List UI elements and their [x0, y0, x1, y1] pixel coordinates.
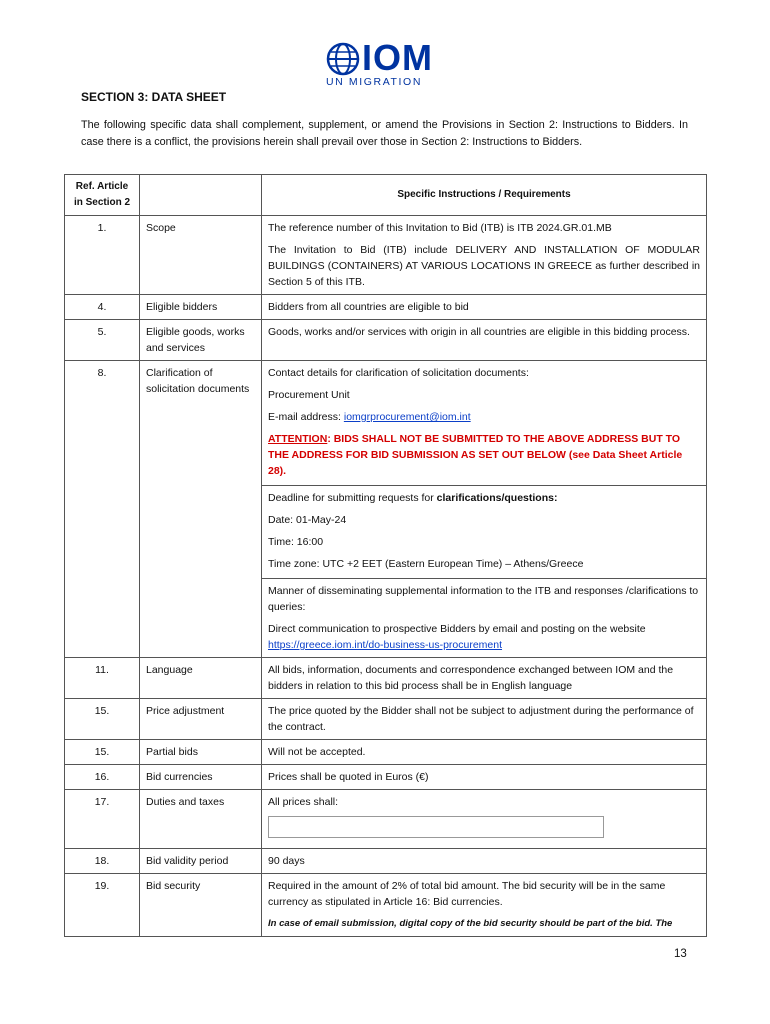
- table-row: [65, 874, 707, 937]
- attention-notice: [268, 431, 700, 479]
- unit-text: Procurement Unit: [268, 389, 350, 401]
- row-instructions: Prices shall be quoted in Euros (€): [262, 765, 707, 790]
- row-ref: 8.: [65, 361, 140, 658]
- table-row: [65, 765, 707, 790]
- row-instructions: The price quoted by the Bidder shall not be subject to adjustment during the performance of the contract.: [262, 699, 707, 740]
- row-item: Eligible goods, works and services: [140, 320, 262, 361]
- time-text: Time: 16:00: [268, 536, 324, 548]
- section-title: SECTION 3: DATA SHEET: [81, 90, 227, 104]
- logo-text: IOM: [362, 37, 433, 78]
- logo-subtext: UN MIGRATION: [326, 76, 423, 88]
- row-item: Eligible bidders: [140, 295, 262, 320]
- intro-paragraph: The following specific data shall complement, supplement, or amend the Provisions in Section 2: Instructions to Bidders. In case there is a conflict, the provisions herein shall prevail over those in Section 2: Instructions to Bidders.: [81, 119, 688, 148]
- email-line: [268, 409, 700, 425]
- row-instructions: [262, 216, 707, 295]
- instruction-text: The reference number of this Invitation to Bid (ITB) is ITB 2024.GR.01.MB: [268, 222, 612, 234]
- row-ref: 17.: [65, 790, 140, 849]
- data-sheet-table: [64, 174, 707, 937]
- iom-logo: [326, 37, 446, 88]
- table-row: [65, 658, 707, 699]
- page-number: 13: [674, 948, 687, 960]
- row-instructions: Bidders from all countries are eligible to bid: [262, 295, 707, 320]
- deadline-block: [262, 485, 706, 572]
- row-ref: 11.: [65, 658, 140, 699]
- table-row: [65, 295, 707, 320]
- direct-label: Direct communication to prospective Bidders by email and posting on the website: [268, 623, 646, 635]
- row-item: Language: [140, 658, 262, 699]
- instruction-text: All prices shall:: [268, 796, 339, 808]
- row-item: Scope: [140, 216, 262, 295]
- deadline-line: [268, 490, 700, 506]
- header-item: [140, 175, 262, 216]
- row-item: Bid validity period: [140, 849, 262, 874]
- website-link[interactable]: https://greece.iom.int/do-business-us-procurement: [268, 639, 503, 651]
- row-ref: 4.: [65, 295, 140, 320]
- instruction-text: Required in the amount of 2% of total bid amount. The bid security will be in the same currency as stipulated in Article 16: Bid currencies.: [268, 880, 666, 908]
- table-row: [65, 740, 707, 765]
- row-item: Duties and taxes: [140, 790, 262, 849]
- header-ref: Ref. Article in Section 2: [65, 175, 140, 216]
- instruction-italic-text: In case of email submission, digital copy of the bid security should be part of the bid. The: [268, 918, 673, 929]
- row-item: Bid currencies: [140, 765, 262, 790]
- row-ref: 15.: [65, 740, 140, 765]
- direct-text: [268, 621, 700, 653]
- deadline-bold: clarifications/questions:: [436, 492, 558, 504]
- row-item: Bid security: [140, 874, 262, 937]
- row-ref: 1.: [65, 216, 140, 295]
- row-ref: 19.: [65, 874, 140, 937]
- table-row: [65, 216, 707, 295]
- row-ref: 5.: [65, 320, 140, 361]
- table-header-row: [65, 175, 707, 216]
- contact-text: Contact details for clarification of solicitation documents:: [268, 367, 529, 379]
- row-instructions: [262, 874, 707, 937]
- attention-word: ATTENTION: [268, 433, 328, 445]
- un-globe-icon: [326, 42, 360, 76]
- row-item: Partial bids: [140, 740, 262, 765]
- table-row: [65, 699, 707, 740]
- row-ref: 18.: [65, 849, 140, 874]
- email-link[interactable]: iomgrprocurement@iom.int: [343, 411, 471, 423]
- row-ref: 15.: [65, 699, 140, 740]
- deadline-label: Deadline for submitting requests for: [268, 492, 437, 504]
- attention-text: : BIDS SHALL NOT BE SUBMITTED TO THE ABOVE ADDRESS BUT TO THE ADDRESS FOR BID SUBMISSION AS SET OUT BELOW (see Data Sheet Article 28).: [268, 433, 683, 477]
- table-row: [65, 790, 707, 849]
- row-instructions: 90 days: [262, 849, 707, 874]
- timezone-text: Time zone: UTC +2 EET (Eastern European Time) – Athens/Greece: [268, 558, 584, 570]
- dissemination-block: [262, 578, 706, 653]
- row-instructions: [262, 790, 707, 849]
- prices-input-box[interactable]: [268, 816, 604, 838]
- table-row: [65, 361, 707, 658]
- instruction-text: The Invitation to Bid (ITB) include DELIVERY AND INSTALLATION OF MODULAR BUILDINGS (CONTAINERS) AT VARIOUS LOCATIONS IN GREECE as further described in Section 5 of this ITB.: [268, 244, 700, 288]
- email-label: E-mail address:: [268, 411, 344, 423]
- header-instructions: Specific Instructions / Requirements: [262, 175, 707, 216]
- table-row: [65, 849, 707, 874]
- row-instructions: Goods, works and/or services with origin in all countries are eligible in this bidding process.: [262, 320, 707, 361]
- manner-text: Manner of disseminating supplemental information to the ITB and responses /clarifications to queries:: [268, 585, 699, 613]
- row-instructions: [262, 361, 707, 658]
- row-ref: 16.: [65, 765, 140, 790]
- row-item: Clarification of solicitation documents: [140, 361, 262, 658]
- date-text: Date: 01-May-24: [268, 514, 347, 526]
- row-instructions: All bids, information, documents and correspondence exchanged between IOM and the bidders in relation to this bid process shall be in English language: [262, 658, 707, 699]
- row-instructions: Will not be accepted.: [262, 740, 707, 765]
- table-row: [65, 320, 707, 361]
- row-item: Price adjustment: [140, 699, 262, 740]
